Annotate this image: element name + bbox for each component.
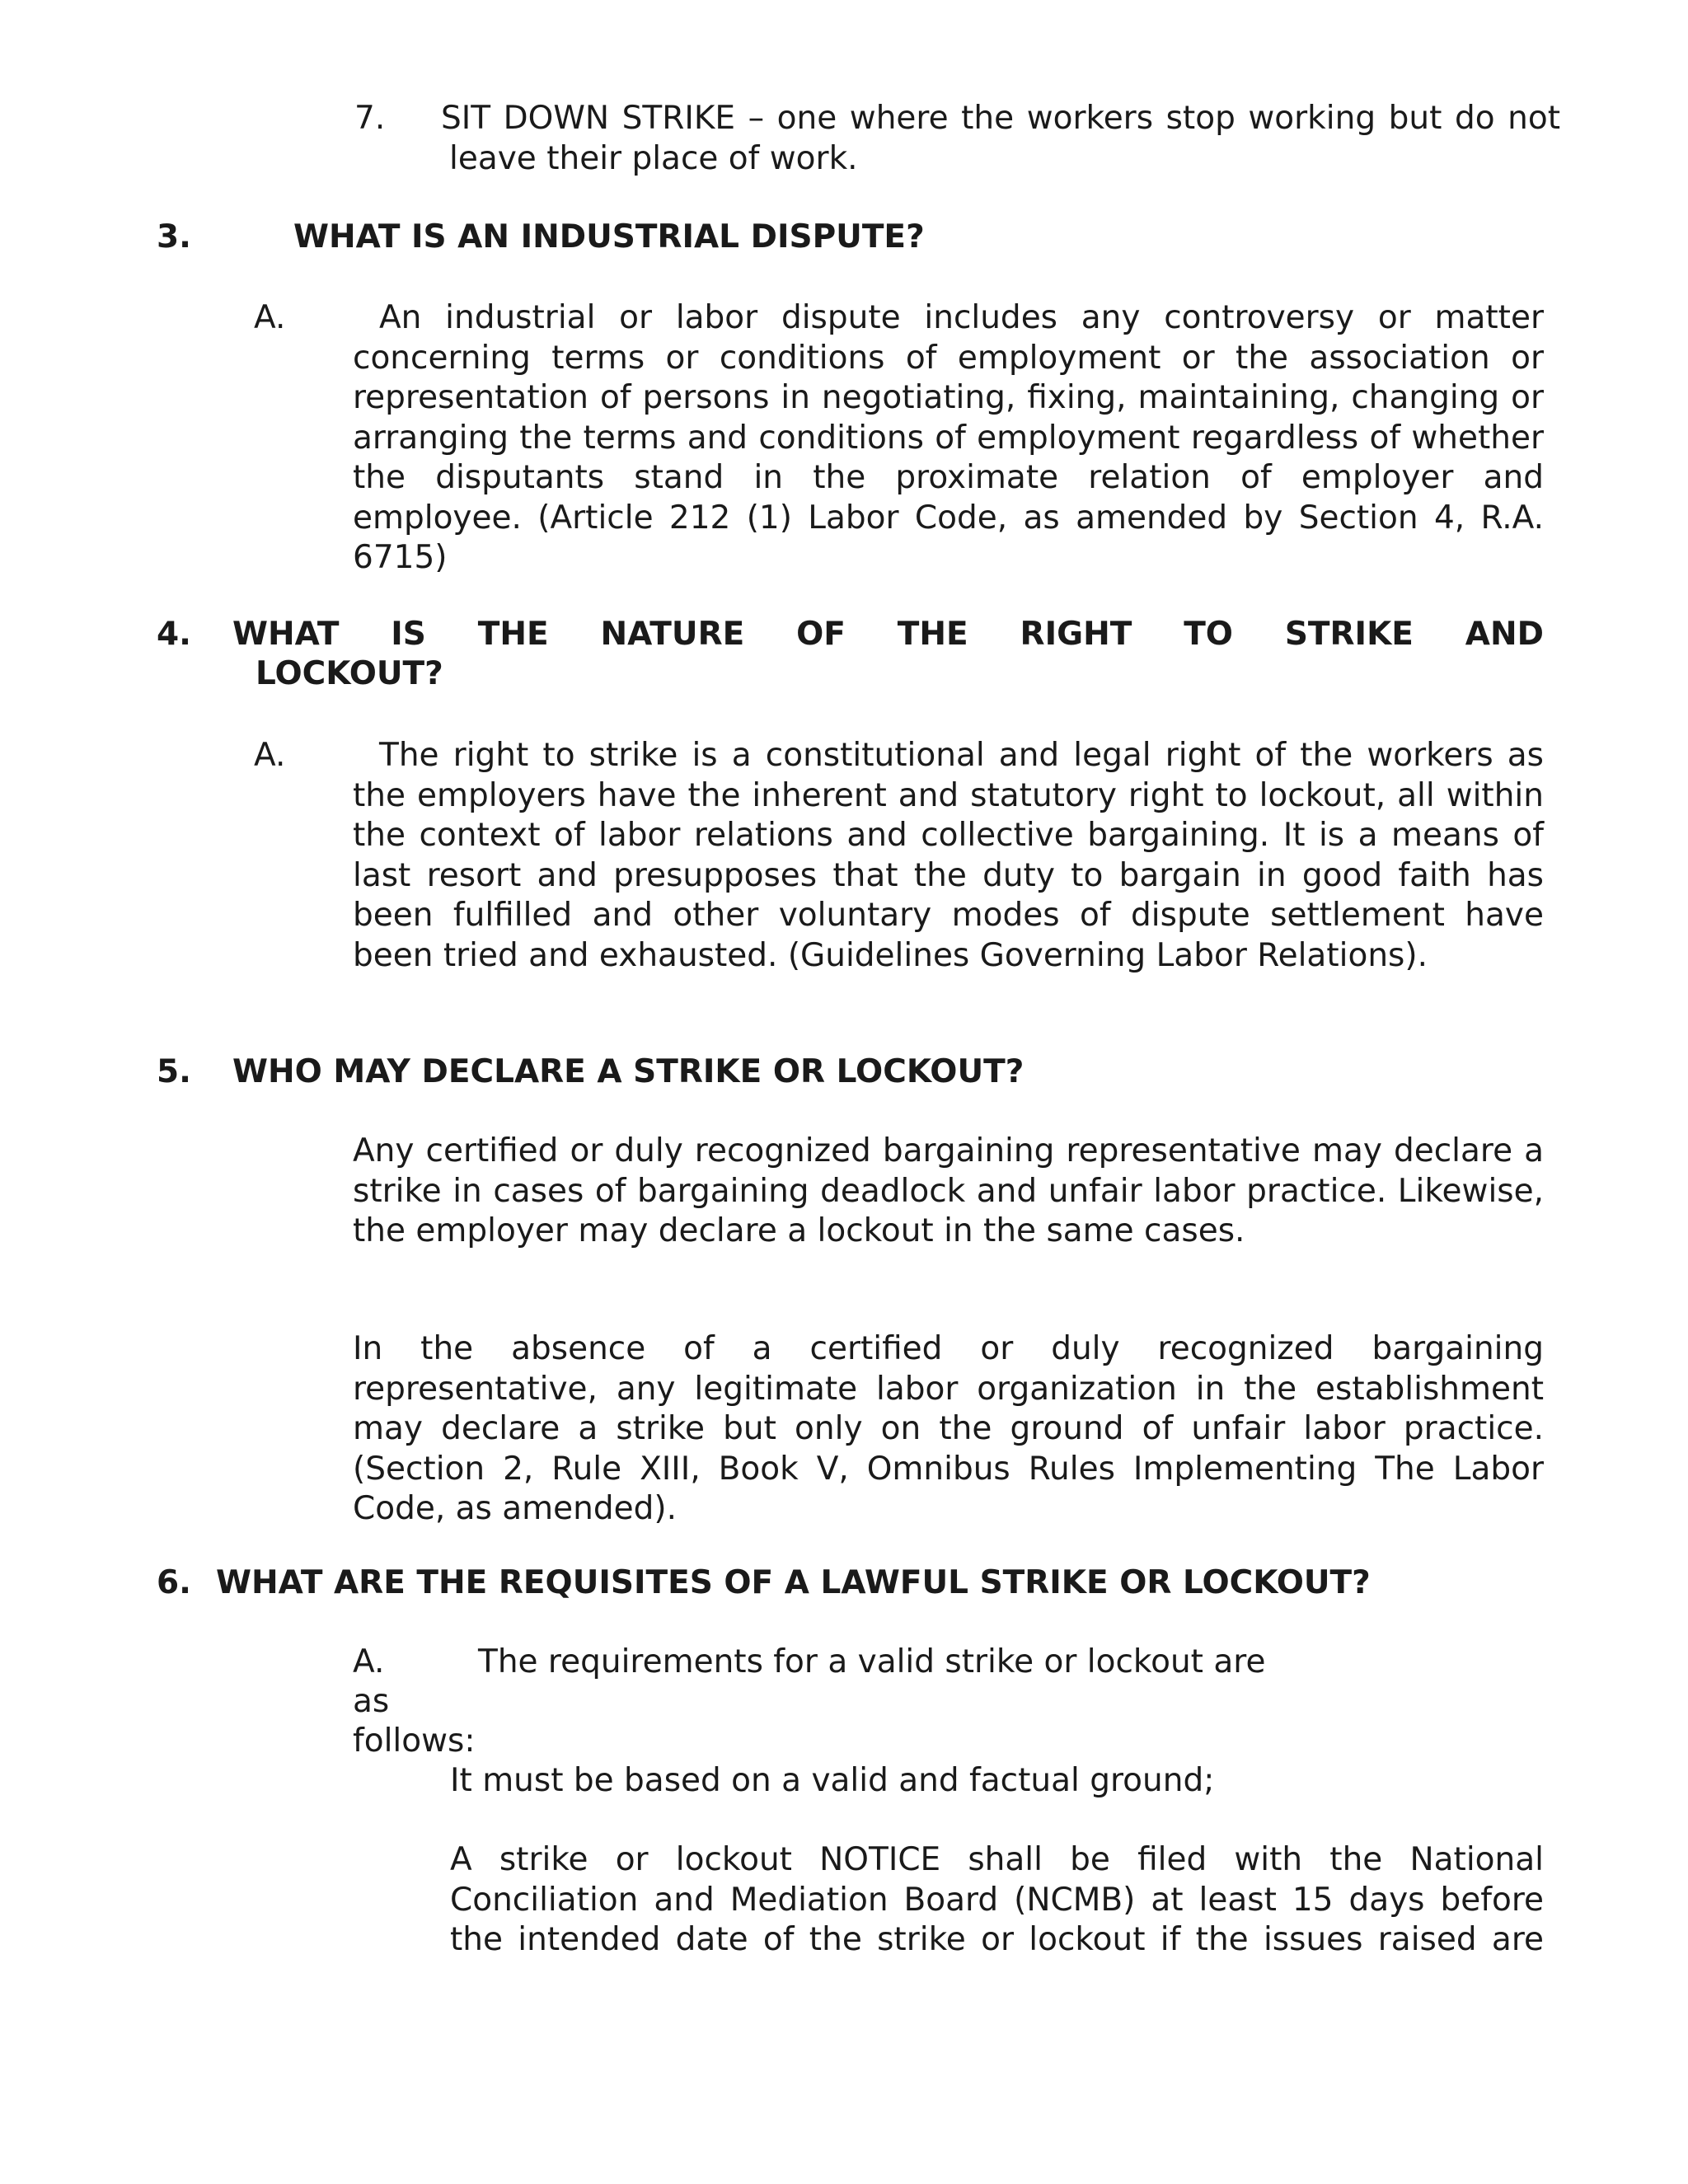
answer-3-text: An industrial or labor dispute includes any controversy or matter concerning terms or conditions of employment or the association or representation of persons in negotiating, fixing, maintaining, changing or arranging the terms and conditions of employment regardless of whether the disputants stand in the proximate relation of employer and employee. (Article 212 (1) Labor Code, as amended by Section 4, R.A. 6715) bbox=[353, 299, 1544, 576]
answer-5-paragraph-2: In the absence of a certified or duly recognized bargaining representative, any legitimate labor organization in the establishment may declare a strike but only on the ground of unfair labor practice. (Section 2, Rule XIII, Book V, Omnibus Rules Implementing The Labor Code, as amended). bbox=[353, 1330, 1544, 1527]
question-6-heading: WHAT ARE THE REQUISITES OF A LAWFUL STRIKE OR LOCKOUT? bbox=[216, 1564, 1371, 1601]
requirement-2: A strike or lockout NOTICE shall be filed with the National Conciliation and Mediation Board (NCMB) at least 15 days before the intended date of the strike or lockout if the issues raised are bbox=[450, 1841, 1544, 1958]
question-4-heading-line2: LOCKOUT? bbox=[256, 655, 443, 692]
requirement-1: It must be based on a valid and factual ground; bbox=[450, 1762, 1215, 1799]
question-5-heading: WHO MAY DECLARE A STRIKE OR LOCKOUT? bbox=[232, 1053, 1025, 1090]
question-6-number: 6. bbox=[157, 1564, 191, 1601]
question-4-number: 4. bbox=[157, 616, 191, 653]
answer-5-paragraph-1: Any certified or duly recognized bargaining representative may declare a strike in cases of bargaining deadlock and unfair labor practice. Likewise, the employer may declare a lockout in the same cases. bbox=[353, 1132, 1544, 1249]
answer-6-label: A. bbox=[353, 1643, 385, 1680]
question-5-number: 5. bbox=[157, 1053, 191, 1090]
answer-6-intro-continued-1: as bbox=[353, 1683, 390, 1720]
question-3-heading: WHAT IS AN INDUSTRIAL DISPUTE? bbox=[293, 218, 925, 255]
answer-4-text: The right to strike is a constitutional and legal right of the workers as the employers have the inherent and statutory right to lockout, all within the context of labor relations and collective bargaining. It is a means of last resort and presupposes that the duty to bargain in good faith has been fulfilled and other voluntary modes of dispute settlement have been tried and exhausted. (Guidelines Governing Labor Relations). bbox=[353, 737, 1544, 974]
answer-6-intro-continued-2: follows: bbox=[353, 1722, 476, 1760]
question-3-number: 3. bbox=[157, 218, 191, 255]
answer-3-label: A. bbox=[254, 299, 286, 336]
answer-6-intro: The requirements for a valid strike or lockout are bbox=[478, 1643, 1266, 1680]
question-4-heading-line1: WHAT IS THE NATURE OF THE RIGHT TO STRIKE AND bbox=[232, 616, 1544, 653]
item-7-number: 7. bbox=[354, 100, 386, 137]
item-7-text: SIT DOWN STRIKE – one where the workers stop working but do not leave their place of work. bbox=[441, 100, 1560, 177]
answer-4-label: A. bbox=[254, 737, 286, 774]
